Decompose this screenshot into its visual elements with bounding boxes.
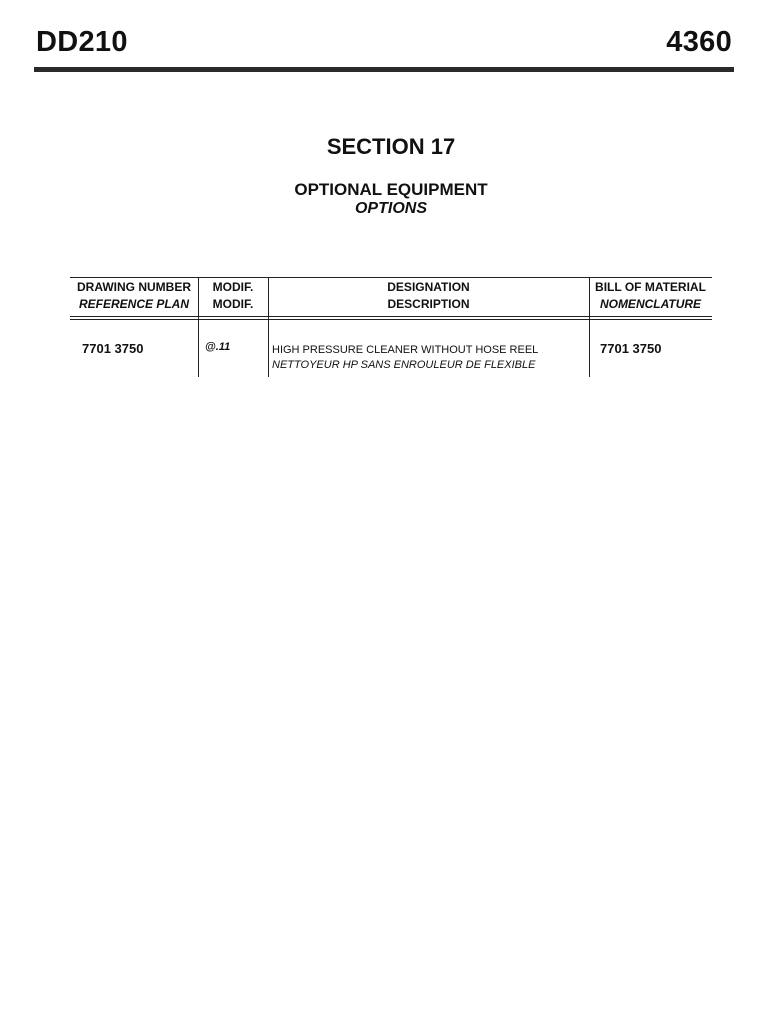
- table-header-rule: [70, 316, 712, 317]
- column-header-drawing-number: [70, 279, 198, 313]
- column-header-en: MODIF.: [212, 280, 254, 294]
- section-subtitle-english: OPTIONAL EQUIPMENT: [294, 180, 488, 199]
- row-designation-en: HIGH PRESSURE CLEANER WITHOUT HOSE REEL: [272, 344, 539, 356]
- column-header-en: DESIGNATION: [387, 280, 470, 294]
- column-header-fr: MODIF.: [212, 297, 254, 311]
- section-subtitle-french: OPTIONS: [354, 200, 427, 217]
- section-title: SECTION 17: [326, 134, 456, 159]
- row-designation-fr: NETTOYEUR HP SANS ENROULEUR DE FLEXIBLE: [272, 359, 536, 371]
- column-header-en: DRAWING NUMBER: [77, 280, 191, 294]
- row-drawing-number: 7701 3750: [82, 341, 144, 356]
- column-header-designation: [268, 279, 589, 313]
- header-divider: [34, 67, 734, 72]
- parts-table: [70, 277, 712, 377]
- column-header-fr: NOMENCLATURE: [599, 297, 702, 311]
- row-bill-of-material: 7701 3750: [600, 341, 662, 356]
- column-header-fr: REFERENCE PLAN: [78, 297, 189, 311]
- table-header-rule-double: [70, 319, 712, 320]
- page-code: 4360: [666, 26, 732, 58]
- table-top-rule: [70, 277, 712, 278]
- row-designation: [272, 343, 538, 373]
- column-header-modif: [198, 279, 268, 313]
- document-model: DD210: [36, 26, 128, 58]
- column-header-en: BILL OF MATERIAL: [595, 280, 706, 294]
- column-header-bill-of-material: [589, 279, 712, 313]
- column-header-fr: DESCRIPTION: [387, 297, 470, 311]
- row-modif: @.11: [205, 341, 231, 353]
